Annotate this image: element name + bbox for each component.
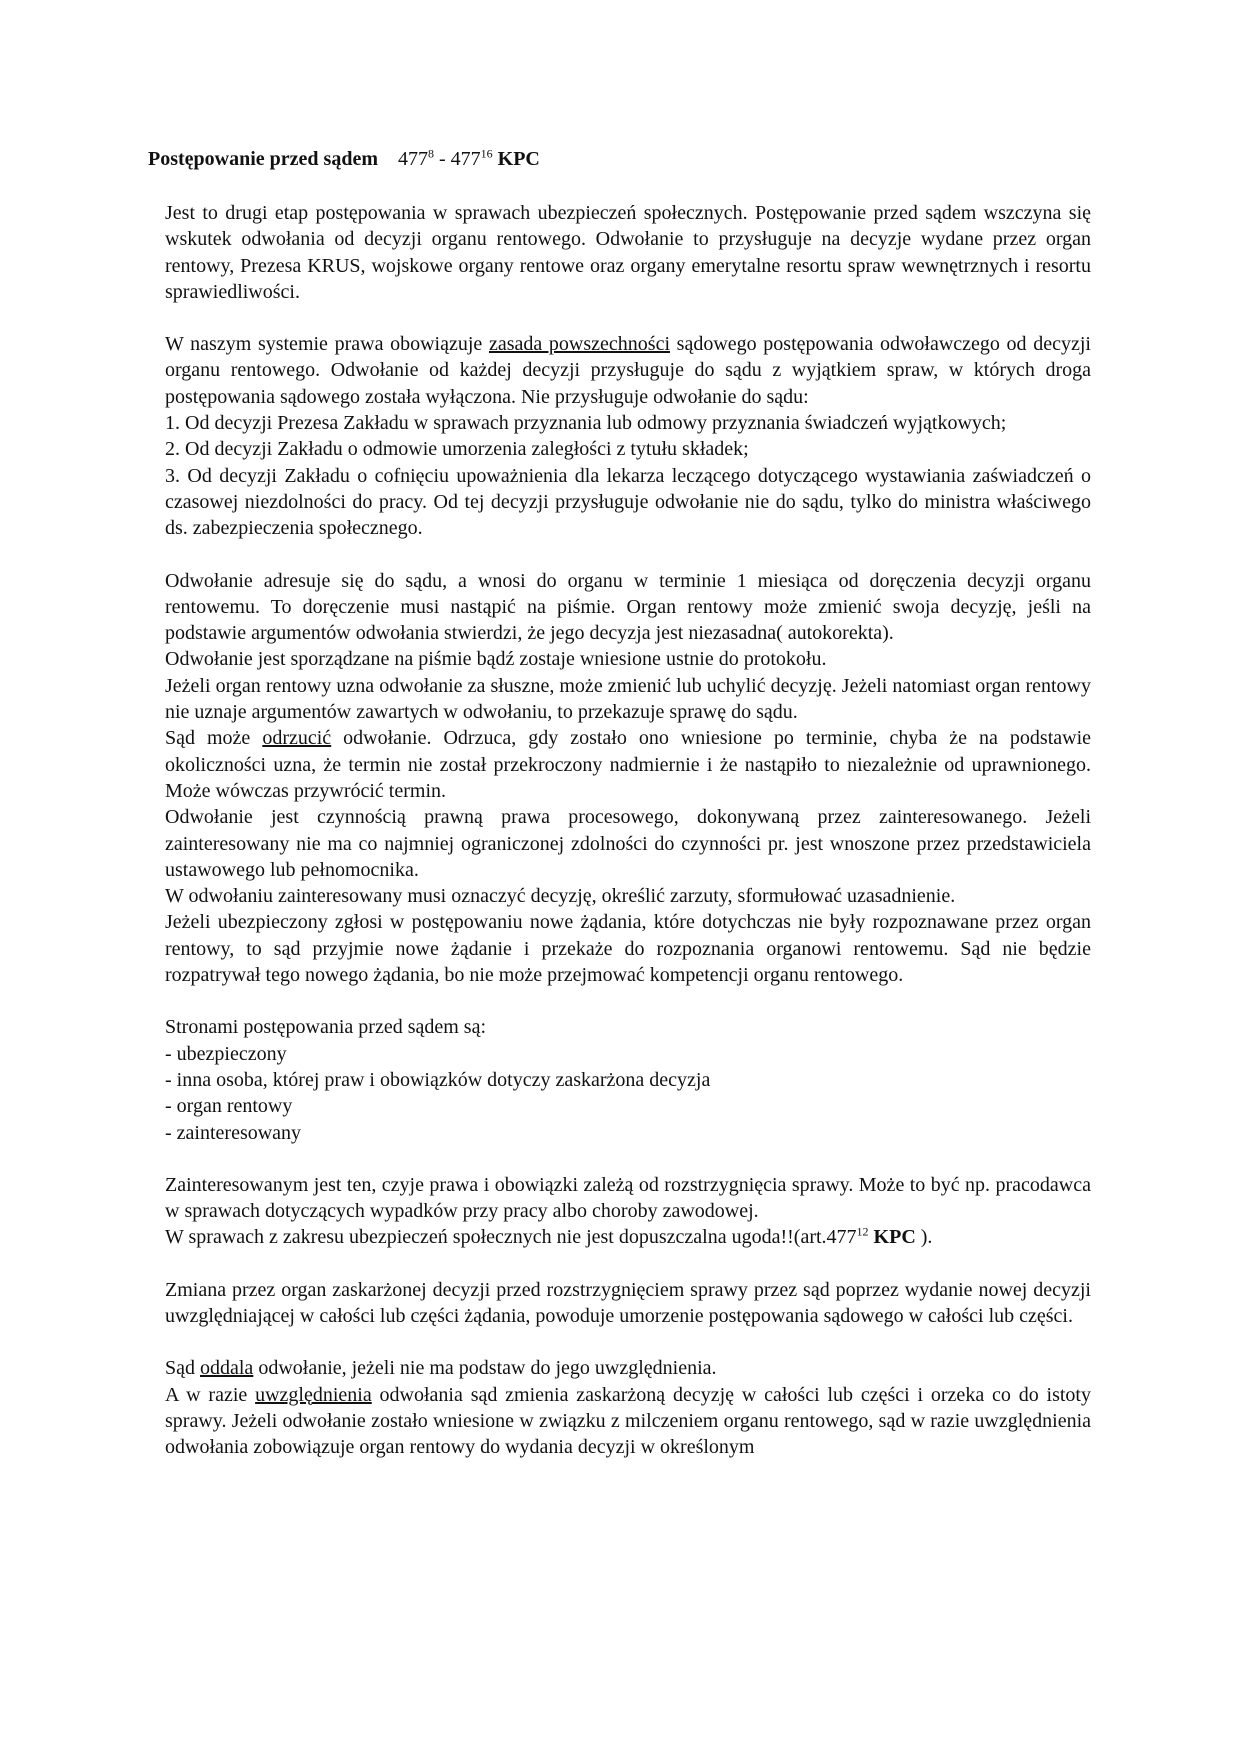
document-body bbox=[165, 200, 1091, 1460]
list-item: - zainteresowany bbox=[165, 1121, 302, 1144]
spacer bbox=[165, 988, 1091, 1014]
title-range-end: $477^{16}$ bbox=[450, 146, 493, 170]
spacer bbox=[165, 1146, 1091, 1172]
title-dash: - bbox=[433, 148, 451, 170]
title-range-start: $477^8$ bbox=[397, 146, 434, 170]
title-range-start-sup: 8 bbox=[427, 146, 434, 161]
paragraph-uphold: A w razie uwzględnienia odwołania sąd zmienia zaskarżoną decyzję w całości lub części i orzeka co do istoty sprawy. Jeżeli odwołanie zostało wniesione w związku z milczeniem organu rentowego, sąd w razie uwzględnienia odwołania zobowiązuje organ rentowy do wydania decyzji w określonym bbox=[165, 1383, 1091, 1459]
spacer bbox=[165, 542, 1091, 568]
paragraph-new-demands: Jeżeli ubezpieczony zgłosi w postępowaniu nowe żądania, które dotychczas nie były rozpoznawane przez organ rentowy, to sąd przyjmie nowe żądanie i przekaże do rozpoznania organowi rentowemu. Sąd nie będzie rozpatrywał tego nowego żądania, bo nie może przejmować kompetencji organu rentowego. bbox=[165, 911, 1091, 987]
paragraph-dismiss: Sąd oddala odwołanie, jeżeli nie ma podstaw do jego uwzględnienia. bbox=[165, 1357, 717, 1380]
spacer bbox=[165, 1251, 1091, 1277]
paragraph-decision-change: Zmiana przez organ zaskarżonej decyzji przed rozstrzygnięciem sprawy przez sąd poprzez wydanie nowej decyzji uwzględniającej w całości lub części żądania, powoduje umorzenie postępowania sądowego w całości lub części. bbox=[165, 1278, 1091, 1327]
paragraph-interested-party: Zainteresowanym jest ten, czyje prawa i obowiązki zależą od rozstrzygnięcia sprawy. Może to być np. pracodawca w sprawach dotyczących wypadków przy pracy albo choroby zawodowej. bbox=[165, 1173, 1091, 1223]
article-sup: 12 bbox=[856, 1224, 869, 1239]
list-item: 2. Od decyzji Zakładu o odmowie umorzenia zaległości z tytułu składek; bbox=[165, 438, 749, 461]
paragraph-settlement: W sprawach z zakresu ubezpieczeń społecznych nie jest dopuszczalna ugoda!!(art.477$^{12}$ KPC ). bbox=[165, 1224, 933, 1249]
list-item: 3. Od decyzji Zakładu o cofnięciu upoważnienia dla lekarza leczącego dotyczącego wystawiania zaświadczeń o czasowej niezdolności do pracy. Od tej decyzji przysługuje odwołanie nie do sądu, tylko do ministra właściwego ds. zabezpieczenia społecznego. bbox=[165, 464, 1091, 540]
page-title bbox=[148, 148, 540, 171]
paragraph-procedural-act: Odwołanie jest czynnością prawną prawa procesowego, dokonywaną przez zainteresowanego. Jeżeli zainteresowany nie ma co najmniej ograniczonej zdolności do czynności pr. jest wnoszone przez przedstawiciela ustawowego lub pełnomocnika. bbox=[165, 806, 1091, 881]
underlined-term: zasada powszechności bbox=[488, 333, 670, 356]
list-item: - inna osoba, której praw i obowiązków dotyczy zaskarżona decyzja bbox=[165, 1068, 711, 1091]
paragraph-appeal-decision: Jeżeli organ rentowy uzna odwołanie za słuszne, może zmienić lub uchylić decyzję. Jeżeli natomiast organ rentowy nie uznaje argumentów zawartych w odwołaniu, to przekazuje sprawę do sądu. bbox=[165, 674, 1091, 724]
list-item: - organ rentowy bbox=[165, 1095, 293, 1118]
underlined-term: oddala bbox=[200, 1357, 254, 1380]
paragraph-requirements: W odwołaniu zainteresowany musi oznaczyć decyzję, określić zarzuty, sformułować uzasadnienie. bbox=[165, 885, 956, 908]
list-item: - ubezpieczony bbox=[165, 1042, 287, 1065]
paragraph-intro: Jest to drugi etap postępowania w sprawach ubezpieczeń społecznych. Postępowanie przed sądem wszczyna się wskutek odwołania od decyzji organu rentowego. Odwołanie to przysługuje na decyzje wydane przez organ rentowy, Prezesa KRUS, wojskowe organy rentowe oraz organy emerytalne resortu spraw wewnętrznych i resortu sprawiedliwości. bbox=[165, 202, 1091, 303]
paragraph-universality: W naszym systemie prawa obowiązuje zasada powszechności sądowego postępowania odwoławczego od decyzji organu rentowego. Odwołanie od każdej decyzji przysługuje do sądu z wyjątkiem spraw, w których droga postępowania sądowego została wyłączona. Nie przysługuje odwołanie do sądu: bbox=[165, 333, 1091, 408]
code-bold: KPC bbox=[868, 1226, 916, 1249]
spacer bbox=[165, 305, 1091, 331]
title-code: KPC bbox=[497, 148, 540, 170]
title-range-end-sup: 16 bbox=[480, 146, 493, 161]
list-item: 1. Od decyzji Prezesa Zakładu w sprawach przyznania lub odmowy przyznania świadczeń wyjątkowych; bbox=[165, 412, 1007, 435]
spacer bbox=[165, 1329, 1091, 1355]
paragraph-appeal-form: Odwołanie jest sporządzane na piśmie bądź zostaje wniesione ustnie do protokołu. bbox=[165, 648, 827, 671]
underlined-term: odrzucić bbox=[262, 727, 332, 750]
underlined-term: uwzględnienia bbox=[255, 1383, 372, 1406]
parties-intro: Stronami postępowania przed sądem są: bbox=[165, 1016, 487, 1039]
paragraph-reject: Sąd może odrzucić odwołanie. Odrzuca, gdy zostało ono wniesione po terminie, chyba że na podstawie okoliczności uzna, że termin nie został przekroczony nadmiernie i że nastąpiło to niezależnie od uprawnionego. Może wówczas przywrócić termin. bbox=[165, 727, 1091, 802]
title-main: Postępowanie przed sądem bbox=[148, 148, 378, 170]
paragraph-appeal-address: Odwołanie adresuje się do sądu, a wnosi do organu w terminie 1 miesiąca od doręczenia decyzji organu rentowemu. To doręczenie musi nastąpić na piśmie. Organ rentowy może zmienić swoja decyzję, jeśli na podstawie argumentów odwołania stwierdzi, że jego decyzja jest niezasadna( autokorekta). bbox=[165, 569, 1091, 645]
